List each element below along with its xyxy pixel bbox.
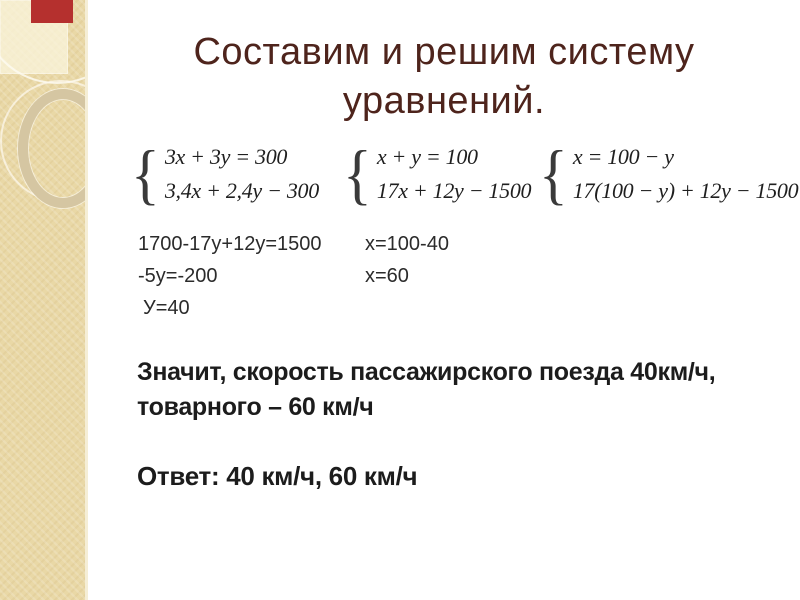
working-step: -5y=-200	[138, 265, 218, 287]
equation-line: 17x + 12y − 1500	[376, 178, 532, 203]
answer-text: Ответ: 40 км/ч, 60 км/ч	[137, 461, 418, 491]
equation-system-2	[343, 139, 531, 209]
equation-line: 3x + 3y = 300	[164, 144, 288, 169]
equation-line: x = 100 − y	[572, 144, 674, 169]
equation-line: 3,4x + 2,4y − 300	[164, 178, 319, 203]
sidebar-decoration	[0, 0, 88, 600]
brace-symbol: {	[131, 137, 160, 211]
working-step: У=40	[143, 297, 190, 319]
conclusion-line2: товарного – 60 км/ч	[137, 393, 374, 421]
brace-symbol: {	[343, 137, 372, 211]
equation-system-1-lines	[165, 140, 319, 208]
working-step: x=100-40	[365, 233, 449, 255]
red-accent-tab	[31, 0, 73, 23]
equation-system-3	[539, 139, 798, 209]
working-step: x=60	[365, 265, 409, 287]
brace-symbol: {	[539, 137, 568, 211]
conclusion-text	[137, 355, 757, 425]
equation-line: x + y = 100	[376, 144, 478, 169]
slide-title	[88, 28, 800, 126]
slide-title-line1: Составим и решим систему	[193, 31, 695, 73]
equation-system-3-lines	[573, 140, 799, 208]
slide-title-line2: уравнений.	[342, 80, 546, 122]
equation-system-2-lines	[377, 140, 531, 208]
equation-line: 17(100 − y) + 12y − 1500	[572, 178, 799, 203]
equation-system-1	[131, 139, 319, 209]
conclusion-line1: Значит, скорость пассажирского поезда 40км/ч,	[137, 358, 716, 386]
working-step: 1700-17y+12y=1500	[138, 233, 322, 255]
